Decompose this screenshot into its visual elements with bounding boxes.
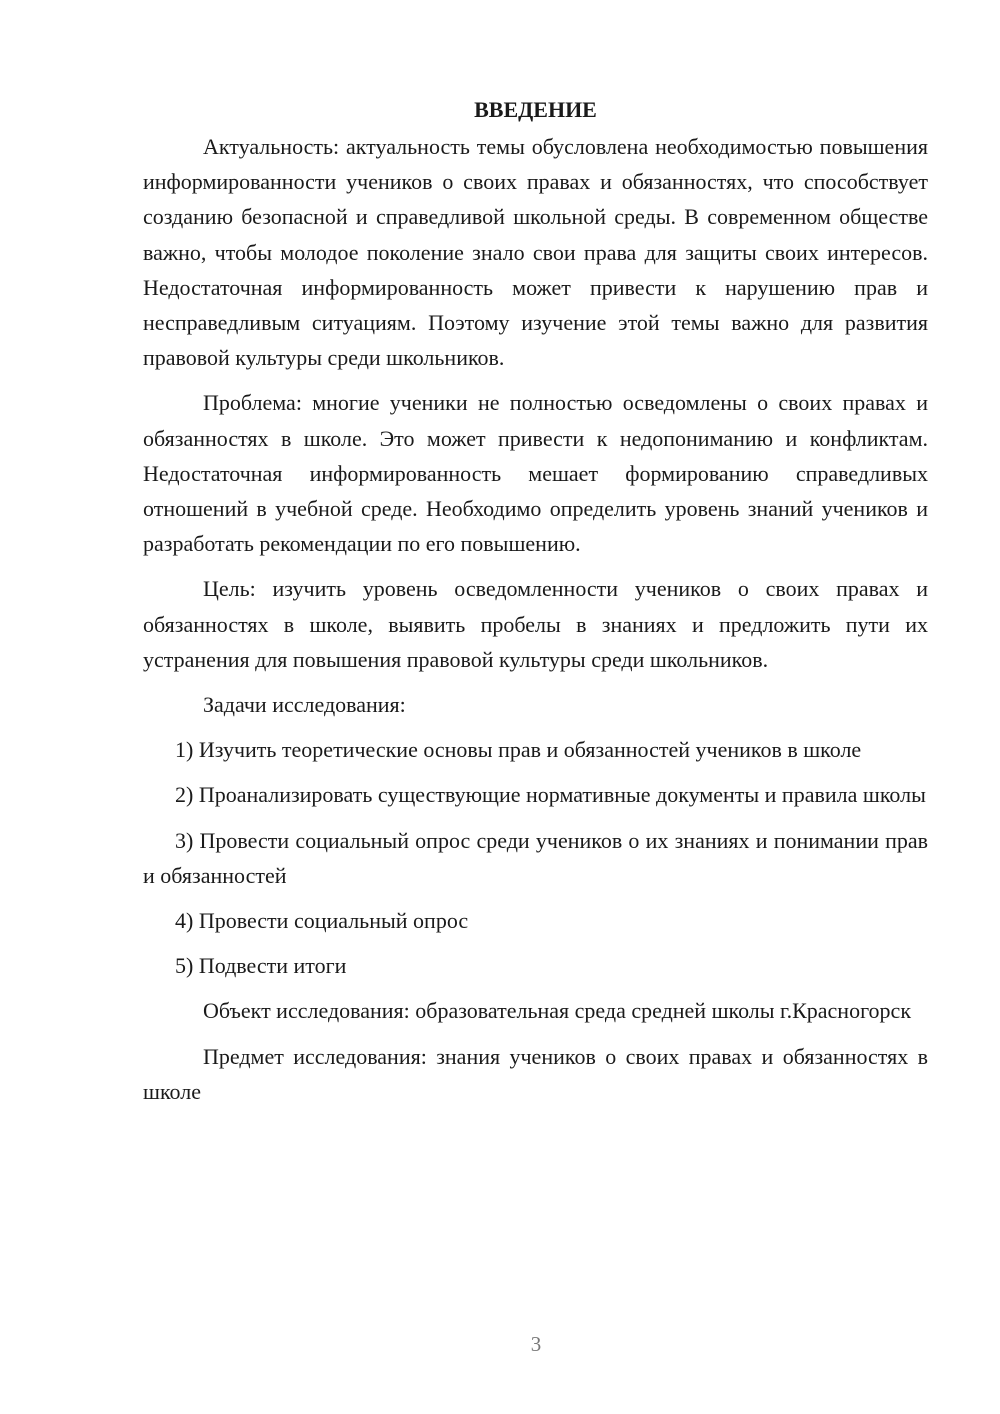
problem-paragraph: Проблема: многие ученики не полностью осведомлены о своих правах и обязанностях в школе. Это может привести к недопониманию и конфликтам. Недостаточная информированность мешает формированию справедливых отношений в учебной среде. Необходимо определить уровень знаний учеников и разработать рекомендации по его повышению. <box>143 390 928 557</box>
document-page <box>143 92 928 1119</box>
page-number: 3 <box>530 1332 542 1356</box>
tasks-heading: Задачи исследования: <box>203 692 406 718</box>
task-item: 3) Провести социальный опрос среди учеников о их знаниях и понимании прав и обязанностей <box>143 827 928 888</box>
document-title: ВВЕДЕНИЕ <box>474 97 597 122</box>
subject-paragraph: Предмет исследования: знания учеников о своих правах и обязанностях в школе <box>143 1043 928 1104</box>
object-paragraph: Объект исследования: образовательная среда средней школы г.Красногорск <box>203 998 912 1024</box>
task-item: 2) Проанализировать существующие нормативные документы и правила школы <box>175 782 926 808</box>
relevance-paragraph: Актуальность: актуальность темы обусловлена необходимостью повышения информированности учеников о своих правах и обязанностях, что способствует созданию безопасной и справедливой школьной среды. В современном обществе важно, чтобы молодое поколение знало свои права для защиты своих интересов. Недостаточная информированность может привести к нарушению прав и несправедливым ситуациям. Поэтому изучение этой темы важно для развития правовой культуры среди школьников. <box>143 134 928 371</box>
task-item: 5) Подвести итоги <box>175 953 347 979</box>
task-item: 4) Провести социальный опрос <box>175 908 469 934</box>
goal-paragraph: Цель: изучить уровень осведомленности учеников о своих правах и обязанностях в школе, выявить пробелы в знаниях и предложить пути их устранения для повышения правовой культуры среди школьников. <box>143 576 928 672</box>
task-item: 1) Изучить теоретические основы прав и обязанностей учеников в школе <box>175 737 862 763</box>
